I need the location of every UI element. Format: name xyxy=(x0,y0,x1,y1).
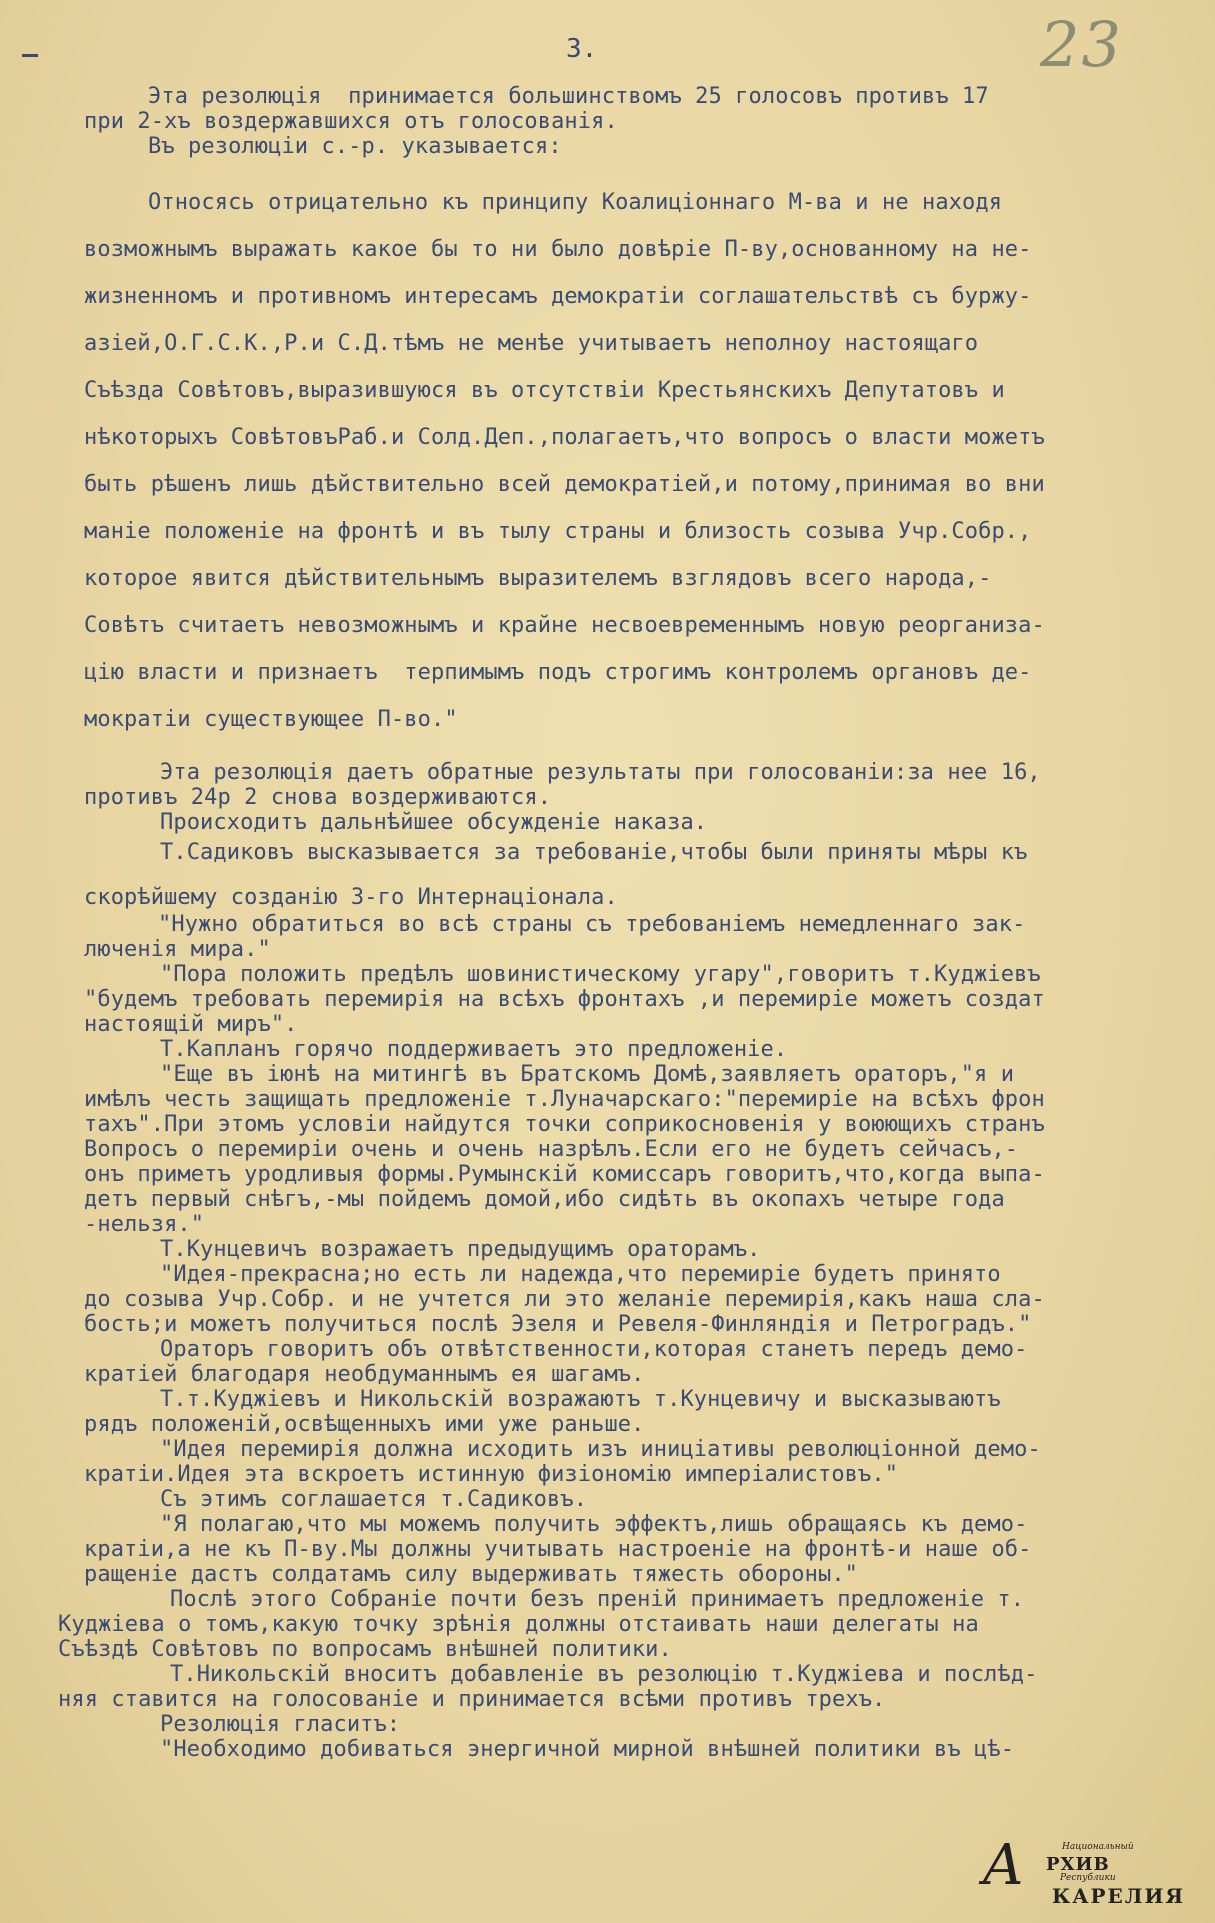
stamp-line4: КАРЕЛИЯ xyxy=(1052,1884,1185,1908)
text-line: Съ этимъ соглашается т.Садиковъ. xyxy=(160,1487,588,1512)
text-line: детъ первый снѣгъ,-мы пойдемъ домой,ибо сидѣть въ окопахъ четыре года xyxy=(84,1187,1005,1212)
text-line: маніе положеніе на фронтѣ и въ тылу страны и близость созыва Учр.Собр., xyxy=(84,519,1032,544)
text-line: Съѣзда Совѣтовъ,выразившуюся въ отсутствіи Крестьянскихъ Депутатовъ и xyxy=(84,378,1005,403)
text-line: Ораторъ говоритъ объ отвѣтственности,которая станетъ передъ демо- xyxy=(160,1337,1028,1362)
text-line: скорѣйшему созданію 3-го Интернаціонала. xyxy=(84,885,618,910)
text-line: Т.Кунцевичъ возражаетъ предыдущимъ ораторамъ. xyxy=(160,1237,761,1262)
text-line: "Необходимо добиваться энергичной мирной внѣшней политики въ цѣ- xyxy=(160,1737,1015,1762)
text-line: кратіи.Идея эта вскроетъ истинную физіономію имперіалистовъ." xyxy=(84,1462,899,1487)
text-line: цію власти и признаетъ терпимымъ подъ строгимъ контролемъ органовъ де- xyxy=(84,660,1032,685)
folio-number: 23 xyxy=(1040,8,1123,81)
archive-stamp xyxy=(982,1833,1185,1912)
stamp-line3: Республики xyxy=(1060,1873,1116,1883)
text-line: онъ приметъ уродливыя формы.Румынскій комиссаръ говоритъ,что,когда выпа- xyxy=(84,1162,1045,1187)
text-line: рядъ положеній,освѣщенныхъ ими уже раньше. xyxy=(84,1412,645,1437)
text-line: имѣлъ честь защищать предложеніе т.Луначарскаго:"перемиріе на всѣхъ фрон xyxy=(84,1087,1045,1112)
text-line: азіей,О.Г.С.К.,Р.и С.Д.тѣмъ не менѣе учитываетъ неполноу настоящаго xyxy=(84,331,979,356)
text-line: противъ 24р 2 снова воздерживаются. xyxy=(84,785,552,810)
text-line: при 2-хъ воздержавшихся отъ голосованія. xyxy=(84,109,618,134)
text-line: которое явится дѣйствительнымъ выразителемъ взглядовъ всего народа,- xyxy=(84,566,992,591)
text-line: няя ставится на голосованіе и принимается всѣми противъ трехъ. xyxy=(58,1687,886,1712)
text-line: до созыва Учр.Собр. и не учтется ли это желаніе перемирія,какъ наша сла- xyxy=(84,1287,1045,1312)
text-line: настоящій миръ". xyxy=(84,1012,298,1037)
text-line: Т.Капланъ горячо поддерживаетъ это предложеніе. xyxy=(160,1037,788,1062)
text-line: мократіи существующее П-во." xyxy=(84,707,458,732)
text-line: ращеніе дастъ солдатамъ силу выдерживать тяжесть обороны." xyxy=(84,1562,859,1587)
text-line: Относясь отрицательно къ принципу Коалиціоннаго М-ва и не находя xyxy=(148,190,1003,215)
text-line: Резолюція гласитъ: xyxy=(160,1712,401,1737)
text-line: Т.Садиковъ высказывается за требованіе,чтобы были приняты мѣры къ xyxy=(160,840,1028,865)
stamp-line1: Национальный xyxy=(1062,1842,1134,1852)
text-line: кратіей благодаря необдуманнымъ ея шагамъ. xyxy=(84,1362,645,1387)
text-line: "Я полагаю,что мы можемъ получить эффектъ,лишь обращаясь къ демо- xyxy=(160,1512,1028,1537)
text-line: "Идея перемирія должна исходить изъ иниціативы революціонной демо- xyxy=(160,1437,1041,1462)
text-line: люченія мира." xyxy=(84,937,271,962)
text-line: нѣкоторыхъ СовѣтовъРаб.и Солд.Деп.,полагаетъ,что вопросъ о власти можетъ xyxy=(84,425,1045,450)
text-line: жизненномъ и противномъ интересамъ демократіи соглашательствѣ съ буржу- xyxy=(84,284,1032,309)
text-line: "Идея-прекрасна;но есть ли надежда,что перемиріе будетъ принято xyxy=(160,1262,1001,1287)
text-line: -нельзя." xyxy=(84,1212,205,1237)
text-line: Въ резолюціи с.-р. указывается: xyxy=(148,134,562,159)
stamp-line2: РХИВ xyxy=(1046,1854,1110,1875)
text-line: Эта резолюція даетъ обратные результаты при голосованіи:за нее 16, xyxy=(160,760,1041,785)
text-line: Послѣ этого Собраніе почти безъ преній принимаетъ предложеніе т. xyxy=(170,1587,1025,1612)
text-line: Вопросъ о перемиріи очень и очень назрѣлъ.Если его не будетъ сейчасъ,- xyxy=(84,1137,1019,1162)
text-line: Происходитъ дальнѣйшее обсужденіе наказа. xyxy=(160,810,708,835)
text-line: Съѣздѣ Совѣтовъ по вопросамъ внѣшней политики. xyxy=(58,1637,672,1662)
text-line: Совѣтъ считаетъ невозможнымъ и крайне несвоевременнымъ новую реорганиза- xyxy=(84,613,1045,638)
text-line: "Пора положить предѣлъ шовинистическому угару",говоритъ т.Куджіевъ xyxy=(160,962,1041,987)
stamp-letter: А xyxy=(982,1833,1025,1898)
text-line: бость;и можетъ получиться послѣ Эзеля и Ревеля-Финляндія и Петроградъ." xyxy=(84,1312,1032,1337)
text-line: возможнымъ выражать какое бы то ни было довѣріе П-ву,основанному на не- xyxy=(84,237,1032,262)
text-line: Т.Никольскій вноситъ добавленіе въ резолюцію т.Куджіева и послѣд- xyxy=(170,1662,1038,1687)
text-line: "Нужно обратиться во всѣ страны съ требованіемъ немедленнаго зак- xyxy=(158,912,1026,937)
text-line: Эта резолюція принимается большинствомъ 25 голосовъ противъ 17 xyxy=(148,84,989,109)
text-line: "будемъ требовать перемирія на всѣхъ фронтахъ ,и перемиріе можетъ создат xyxy=(84,987,1045,1012)
text-line: Т.т.Куджіевъ и Никольскій возражаютъ т.Кунцевичу и высказываютъ xyxy=(160,1387,1001,1412)
text-line: тахъ".При этомъ условіи найдутся точки соприкосновенія у воюющихъ странъ xyxy=(84,1112,1045,1137)
page-number: 3. xyxy=(566,34,598,64)
text-line: "Еще въ іюнѣ на митингѣ въ Братскомъ Домѣ,заявляетъ ораторъ,"я и xyxy=(160,1062,1015,1087)
text-line: быть рѣшенъ лишь дѣйствительно всей демократіей,и потому,принимая во вни xyxy=(84,472,1045,497)
text-line: Куджіева о томъ,какую точку зрѣнія должны отстаивать наши делегаты на xyxy=(58,1612,979,1637)
text-line: кратіи,а не къ П-ву.Мы должны учитывать настроеніе на фронтѣ-и наше об- xyxy=(84,1537,1032,1562)
